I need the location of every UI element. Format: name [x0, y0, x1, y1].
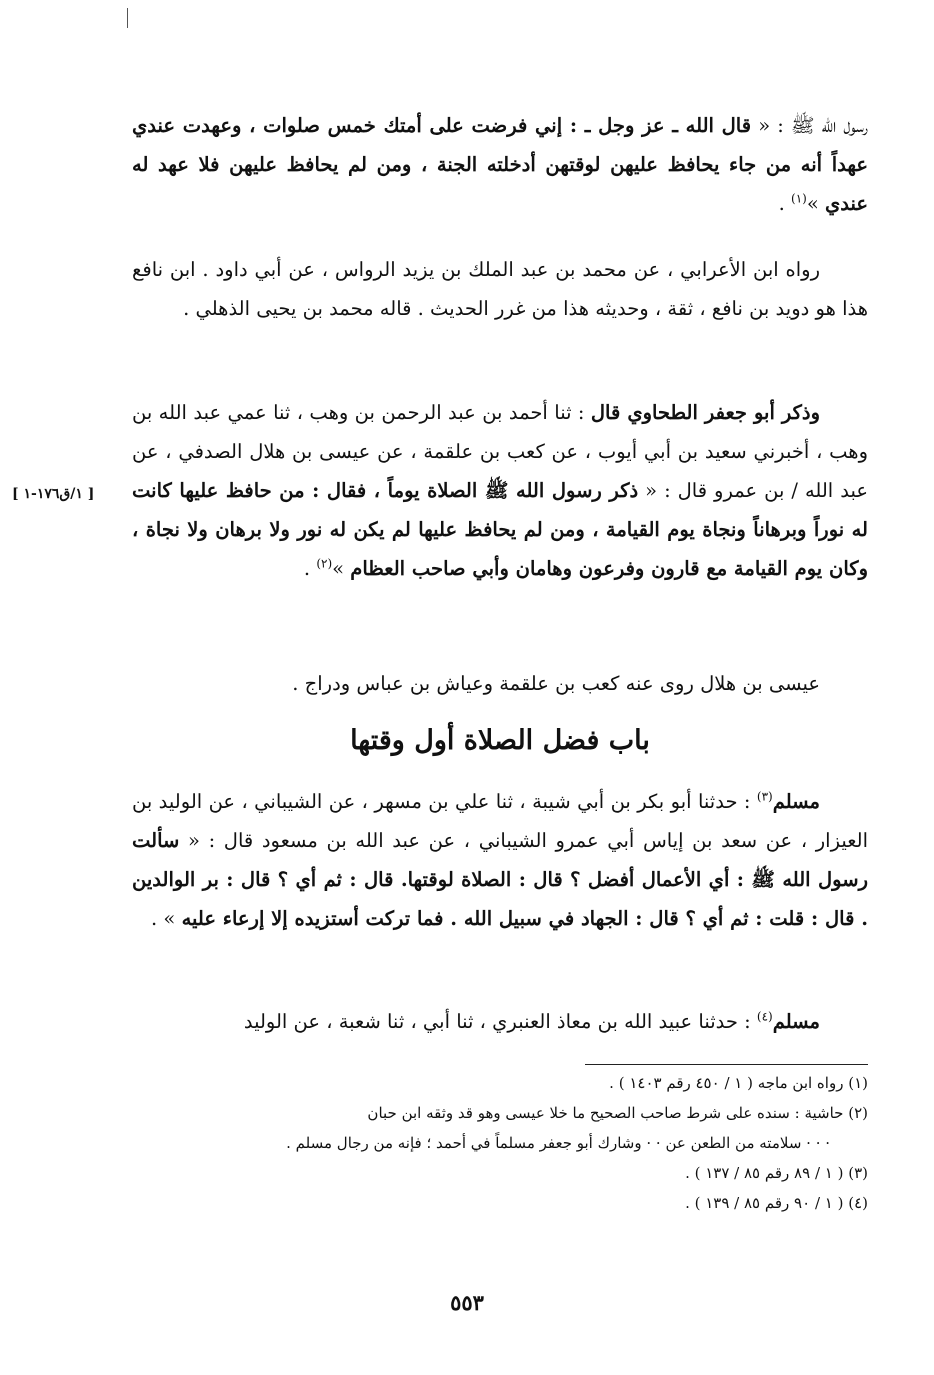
- footnote-divider: [585, 1064, 868, 1065]
- footnote: (١) رواه ابن ماجه ( ١ / ٤٥٠ رقم ١٤٠٣ ) .: [609, 1074, 868, 1092]
- text-run: : ثنا أحمد بن عبد الرحمن بن وهب ، ثنا عمي عبد الله بن وهب ، أخبرني سعيد بن أبي أيوب ، عن كعب بن علقمة ، عن عيسى بن هلال الصدفي ، عن عبد الله / بن عمرو قال : «: [132, 401, 868, 502]
- bold-text-run: قال الله ـ عز وجل ـ : إني فرضت على أمتك خمس صلوات ، وعهدت عندي عهداً أنه من جاء يحافظ عليهن لوقتهن أدخلته الجنة ، ومن لم يحافظ عليهن فلا عهد له عندي: [132, 114, 868, 215]
- bold-text-run: وذكر أبو جعفر الطحاوي قال: [590, 401, 821, 424]
- text-run: عيسى بن هلال روى عنه كعب بن علقمة وعياش بن عباس ودراج .: [292, 672, 820, 695]
- footnotes: [132, 1068, 868, 1218]
- text-run: .: [303, 557, 317, 580]
- text-run: رسول الله ﷺ : «: [751, 114, 868, 137]
- footnote-marker: (١): [791, 191, 807, 206]
- footnote-continuation: · · · سلامته من الطعن عن · · وشارك أبو جعفر مسلماً في أحمد ؛ فإنه من رجال مسلم .: [286, 1134, 830, 1152]
- corner-mark: [127, 8, 128, 28]
- hadith-paragraph: [132, 106, 868, 223]
- footnote-marker: (٤): [756, 1009, 773, 1024]
- text-run: » .: [151, 907, 182, 930]
- hadith-paragraph: [132, 782, 868, 938]
- footnote: (٢) حاشية : سنده على شرط صاحب الصحيح ما خلا عيسى وهو قد وثقه ابن حبان: [367, 1104, 868, 1122]
- hadith-paragraph: [132, 393, 868, 588]
- margin-reference: [ ١/ق١٧٦-١ ]: [12, 486, 95, 502]
- footnote-marker: (٢): [316, 556, 333, 571]
- paragraph-6: [132, 1002, 868, 1041]
- commentary-paragraph: [132, 250, 868, 328]
- bold-text-run: سألت رسول الله ﷺ : أي الأعمال أفضل ؟ قال : الصلاة لوقتها. قال : ثم أي ؟ قال : بر الوالدين . قال : قلت : ثم أي ؟ قال : الجهاد في سبيل الله . فما تركت أستزيده إلا إرعاء عليه: [132, 829, 868, 930]
- paragraph-4: [132, 664, 868, 703]
- text-run: : حدثنا أبو بكر بن أبي شيبة ، ثنا علي بن مسهر ، عن الشيباني ، عن الوليد بن العيزار ، عن سعد بن إياس أبي عمرو الشيباني ، عن عبد الله بن مسعود قال : «: [132, 790, 868, 852]
- paragraph-5: [132, 782, 868, 938]
- footnote: (٣) ( ١ / ٨٩ رقم ٨٥ / ١٣٧ ) .: [685, 1164, 868, 1182]
- text-run: »: [806, 192, 825, 215]
- narrator-note: [132, 664, 868, 703]
- text-run: .: [778, 192, 791, 215]
- text-run: رواه ابن الأعرابي ، عن محمد بن عبد الملك بن يزيد الرواس ، عن أبي داود . ابن نافع هذا هو دويد بن نافع ، ثقة ، وحديثه هذا من غرر الحديث . قاله محمد بن يحيى الذهلي .: [132, 258, 868, 320]
- footnote: (٤) ( ١ / ٩٠ رقم ٨٥ / ١٣٩ ) .: [685, 1194, 868, 1212]
- text-run: : حدثنا عبيد الله بن معاذ العنبري ، ثنا أبي ، ثنا شعبة ، عن الوليد: [243, 1010, 757, 1033]
- bold-text-run: مسلم: [772, 790, 820, 813]
- bold-text-run: مسلم: [772, 1010, 820, 1033]
- footnote-marker: (٣): [756, 789, 773, 804]
- hadith-paragraph: [132, 1002, 868, 1041]
- paragraph-1: [132, 106, 868, 223]
- paragraph-3: [132, 393, 868, 588]
- bold-text-run: ذكر رسول الله ﷺ الصلاة يوماً ، فقال : من حافظ عليها كانت له نوراً وبرهاناً ونجاة يوم القيامة ، ومن لم يحافظ عليها لم يكن له نور ولا برهان ولا نجاة ، وكان يوم القيامة مع قارون وفرعون وهامان وأبي صاحب العظام: [132, 479, 868, 580]
- page-number: ٥٥٣: [450, 1290, 484, 1315]
- section-title: باب فضل الصلاة أول وقتها: [350, 725, 650, 756]
- text-run: »: [332, 557, 351, 580]
- paragraph-2: [132, 250, 868, 328]
